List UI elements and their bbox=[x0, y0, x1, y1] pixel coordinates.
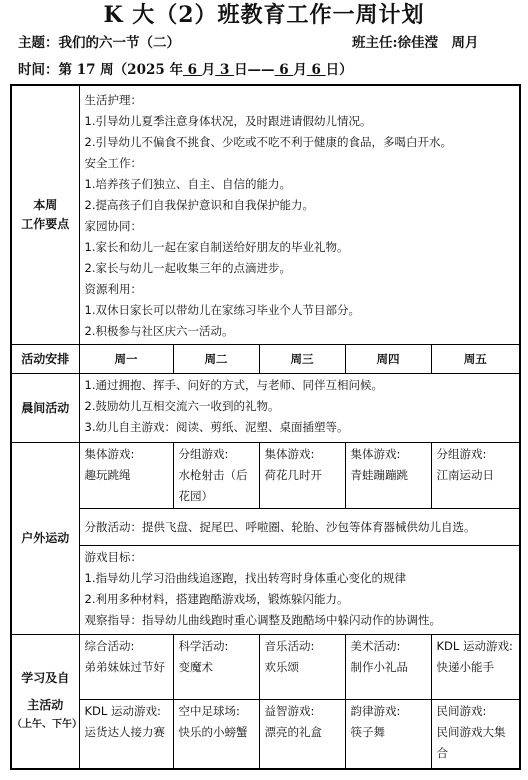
study-row-1 bbox=[11, 635, 520, 700]
study-cell bbox=[431, 700, 520, 770]
focus-line: 家园协同： bbox=[84, 219, 142, 233]
time-line bbox=[18, 60, 353, 80]
goal-line: 观察指导：指导幼儿曲线跑时重心调整及跑酷场中躲闪动作的协调性。 bbox=[84, 613, 441, 627]
activity-name: 变魔术 bbox=[178, 660, 213, 674]
game-name: 趣玩跳绳 bbox=[84, 468, 131, 482]
morning-label: 晨间活动 bbox=[11, 374, 79, 443]
teacher-text: 班主任:徐佳滢 周月 bbox=[352, 35, 479, 51]
day-friday: 周五 bbox=[431, 345, 520, 374]
goal-line: 游戏目标： bbox=[84, 550, 142, 564]
game-name: 青蛙蹦蹦跳 bbox=[350, 468, 408, 482]
morning-line: 2.鼓励幼儿互相交流六一收到的礼物。 bbox=[84, 399, 280, 413]
activity-name: 快递小能手 bbox=[436, 660, 494, 674]
page-title: K 大（2）班教育工作一周计划 bbox=[103, 2, 425, 28]
activity-name: 弟弟妹妹过节好 bbox=[84, 660, 165, 674]
end-day: 6 bbox=[306, 62, 326, 78]
study-cell bbox=[345, 700, 431, 770]
time-prefix: 时间：第 17 周（2025 年 bbox=[18, 62, 183, 78]
outdoor-games-row bbox=[11, 443, 520, 509]
game-title: 集体游戏: bbox=[264, 447, 315, 461]
outdoor-game-cell bbox=[173, 443, 259, 509]
study-cell bbox=[259, 700, 345, 770]
time-text: 日） bbox=[325, 62, 353, 78]
scattered-text: 分散活动：提供飞盘、捉尾巴、呼啦圈、轮胎、沙包等体育器械供幼儿自选。 bbox=[84, 519, 476, 534]
day-tuesday: 周二 bbox=[173, 345, 259, 374]
study-cell bbox=[79, 635, 173, 700]
label-line: 学习及自 bbox=[21, 671, 70, 685]
weekly-focus-label bbox=[11, 85, 79, 345]
study-cell bbox=[173, 700, 259, 770]
outdoor-game-cell bbox=[259, 443, 345, 509]
focus-line: 1.双休日家长可以带幼儿在家练习毕业个人节目部分。 bbox=[84, 303, 360, 317]
study-label bbox=[11, 635, 82, 770]
day-monday: 周一 bbox=[79, 345, 173, 374]
activity-title: 综合活动: bbox=[84, 639, 135, 653]
game-title: 集体游戏: bbox=[84, 447, 135, 461]
focus-line: 资源利用： bbox=[84, 282, 142, 296]
schedule-header-row bbox=[11, 345, 520, 374]
morning-line: 1.通过拥抱、挥手、问好的方式，与老师、同伴互相问候。 bbox=[84, 378, 383, 392]
activity-name: 欢乐颂 bbox=[264, 660, 299, 674]
study-row-2 bbox=[11, 700, 520, 770]
activity-title: KDL 运动游戏: bbox=[84, 704, 161, 718]
header-line bbox=[18, 33, 518, 53]
focus-line: 1.家长和幼儿一起在家自制送给好朋友的毕业礼物。 bbox=[84, 240, 349, 254]
study-cell bbox=[173, 635, 259, 700]
focus-line: 2.积极参与社区庆六一活动。 bbox=[84, 324, 234, 338]
outdoor-goals bbox=[79, 546, 520, 635]
focus-line: 1.引导幼儿夏季注意身体状况，及时跟进请假幼儿情况。 bbox=[84, 114, 372, 128]
activity-title: 空中足球场: bbox=[178, 704, 240, 718]
time-text: 月 bbox=[201, 62, 216, 78]
activity-title: 科学活动: bbox=[178, 639, 229, 653]
outdoor-scattered-row bbox=[11, 509, 520, 546]
focus-line: 2.引导幼儿不偏食不挑食、少吃或不吃不利于健康的食品，多喝白开水。 bbox=[84, 135, 452, 149]
activity-name: 漂亮的礼盒 bbox=[264, 725, 322, 739]
start-month: 6 bbox=[182, 62, 202, 78]
morning-line: 3.幼儿自主游戏：阅读、剪纸、泥塑、桌面插塑等。 bbox=[84, 420, 349, 434]
focus-line: 生活护理： bbox=[84, 93, 142, 107]
activity-name: 民间游戏大集合 bbox=[436, 725, 506, 760]
outdoor-label: 户外运动 bbox=[11, 443, 79, 635]
activity-name: 运货达人接力赛 bbox=[84, 725, 165, 739]
study-cell bbox=[431, 635, 520, 700]
activity-title: 益智游戏: bbox=[264, 704, 315, 718]
morning-content bbox=[79, 374, 520, 443]
morning-row bbox=[11, 374, 520, 443]
game-name: 江南运动日 bbox=[436, 468, 494, 482]
day-thursday: 周四 bbox=[345, 345, 431, 374]
outdoor-game-cell bbox=[345, 443, 431, 509]
scattered-activity bbox=[79, 509, 520, 546]
label-line: （上午、下午） bbox=[12, 719, 82, 730]
label-line: 工作要点 bbox=[21, 217, 70, 231]
activity-name: 制作小礼品 bbox=[350, 660, 408, 674]
schedule-label: 活动安排 bbox=[11, 345, 79, 374]
goal-line: 2.利用多种材料，搭建跑酷游戏场，锻炼躲闪能力。 bbox=[84, 592, 349, 606]
outdoor-game-cell bbox=[79, 443, 173, 509]
focus-line: 2.提高孩子们自我保护意识和自我保护能力。 bbox=[84, 198, 314, 212]
game-name: 荷花几时开 bbox=[264, 468, 322, 482]
weekly-focus-row bbox=[11, 85, 520, 345]
day-wednesday: 周三 bbox=[259, 345, 345, 374]
outdoor-game-cell bbox=[431, 443, 520, 509]
goal-line: 1.指导幼儿学习沿曲线追逐跑，找出转弯时身体重心变化的规律 bbox=[84, 571, 406, 585]
weekly-focus-content bbox=[79, 85, 520, 345]
game-name: 水枪射击（后花园） bbox=[178, 468, 248, 503]
activity-name: 筷子舞 bbox=[350, 725, 385, 739]
focus-line: 安全工作： bbox=[84, 156, 142, 170]
focus-line: 2.家长与幼儿一起收集三年的点滴进步。 bbox=[84, 261, 291, 275]
start-day: 3 bbox=[215, 62, 235, 78]
game-title: 分组游戏: bbox=[178, 447, 229, 461]
plan-table bbox=[10, 84, 521, 770]
activity-title: 民间游戏: bbox=[436, 704, 487, 718]
study-cell bbox=[79, 700, 173, 770]
activity-name: 快乐的小螃蟹 bbox=[178, 725, 248, 739]
end-month: 6 bbox=[274, 62, 294, 78]
activity-title: 美术活动: bbox=[350, 639, 401, 653]
study-cell bbox=[345, 635, 431, 700]
theme-text: 主题：我们的六一节（二） bbox=[18, 35, 180, 51]
game-title: 集体游戏: bbox=[350, 447, 401, 461]
activity-title: KDL 运动游戏: bbox=[436, 639, 513, 653]
activity-title: 音乐活动: bbox=[264, 639, 315, 653]
activity-title: 韵律游戏: bbox=[350, 704, 401, 718]
time-text: 月 bbox=[293, 62, 307, 78]
label-line: 本周 bbox=[33, 198, 58, 212]
focus-line: 1.培养孩子们独立、自主、自信的能力。 bbox=[84, 177, 291, 191]
label-line: 主活动 bbox=[27, 698, 64, 712]
outdoor-goals-row bbox=[11, 546, 520, 635]
time-text: 日—— bbox=[234, 62, 275, 78]
game-title: 分组游戏: bbox=[436, 447, 487, 461]
study-cell bbox=[259, 635, 345, 700]
